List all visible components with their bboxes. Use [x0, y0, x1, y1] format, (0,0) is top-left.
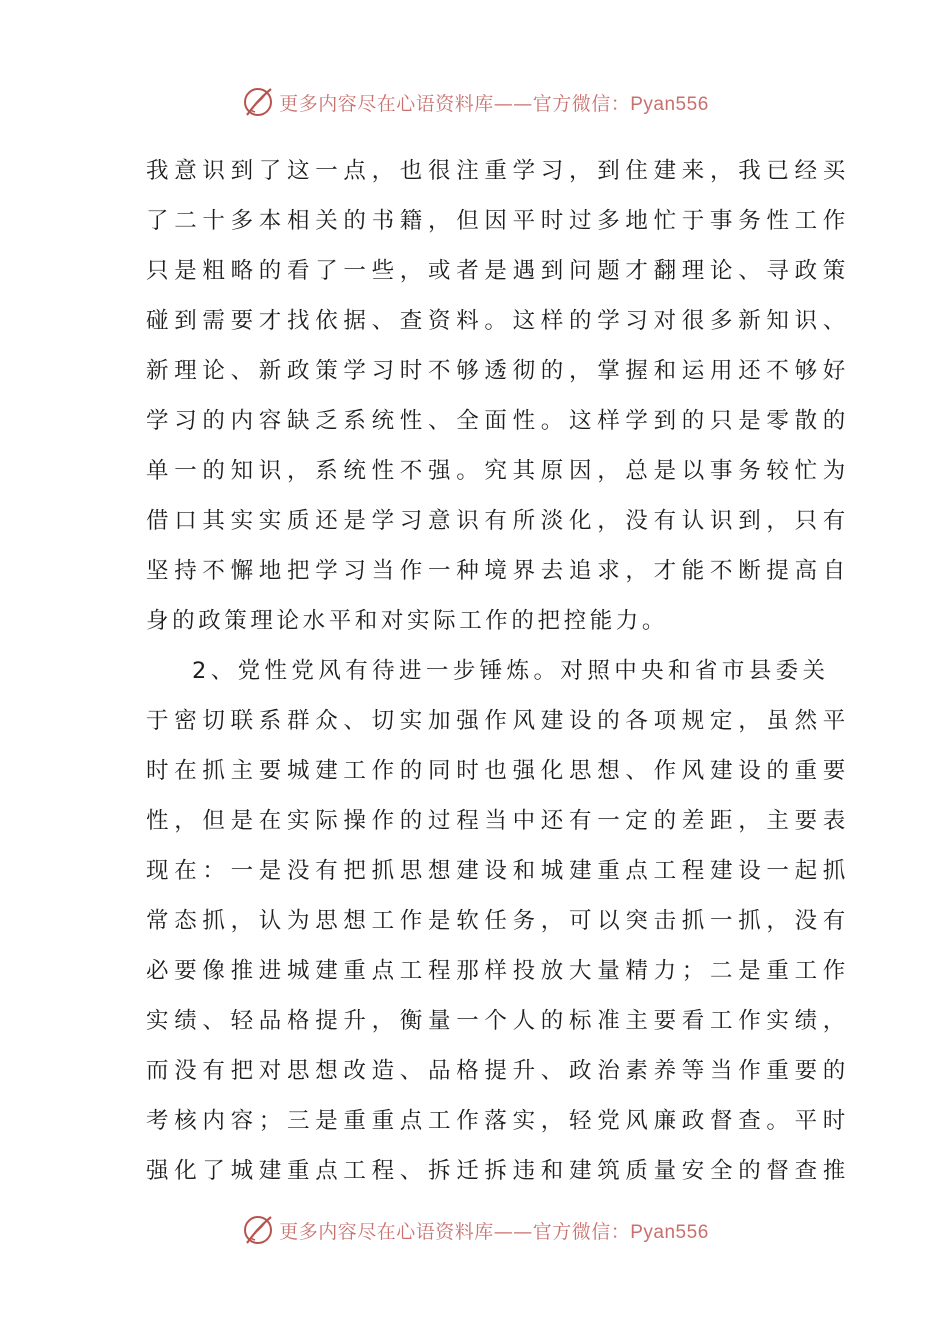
footer-watermark — [0, 1210, 950, 1250]
watermark-wechat-id: Pyan556 — [630, 1221, 709, 1243]
text-line: 性，但是在实际操作的过程当中还有一定的差距，主要表 — [146, 808, 852, 834]
text-line: 新理论、新政策学习时不够透彻的，掌握和运用还不够好 — [146, 358, 852, 384]
text-line: 强化了城建重点工程、拆迁拆违和建筑质量安全的督查推 — [146, 1158, 852, 1184]
watermark-site: 更多内容尽在心语资料库 — [279, 92, 494, 115]
text-line: 坚持不懈地把学习当作一种境界去追求，才能不断提高自 — [146, 558, 852, 584]
text-line: 只是粗略的看了一些，或者是遇到问题才翻理论、寻政策 — [146, 258, 852, 284]
quill-logo-icon — [241, 85, 275, 119]
watermark-site: 更多内容尽在心语资料库 — [279, 1220, 494, 1243]
text-line: 单一的知识，系统性不强。究其原因，总是以事务较忙为 — [146, 458, 852, 484]
watermark-dash: —— — [493, 1220, 533, 1243]
document-body — [146, 146, 852, 1196]
text-line: 现在：一是没有把抓思想建设和城建重点工程建设一起抓 — [146, 858, 852, 884]
watermark-text — [279, 89, 709, 116]
paragraph-start-line: 2、党性党风有待进一步锤炼。对照中央和省市县委关 — [192, 658, 830, 684]
header-watermark — [0, 82, 950, 122]
text-line: 我意识到了这一点，也很注重学习，到住建来，我已经买 — [146, 158, 852, 184]
text-line: 学习的内容缺乏系统性、全面性。这样学到的只是零散的 — [146, 408, 852, 434]
text-line: 碰到需要才找依据、查资料。这样的学习对很多新知识、 — [146, 308, 852, 334]
watermark-text — [279, 1217, 709, 1244]
text-line: 借口其实实质还是学习意识有所淡化，没有认识到，只有 — [146, 508, 852, 534]
text-line: 身的政策理论水平和对实际工作的把控能力。 — [146, 608, 669, 634]
text-line: 时在抓主要城建工作的同时也强化思想、作风建设的重要 — [146, 758, 852, 784]
watermark-wechat-label: 官方微信： — [532, 1220, 631, 1243]
text-line: 必要像推进城建重点工程那样投放大量精力；二是重工作 — [146, 958, 852, 984]
watermark-wechat-id: Pyan556 — [630, 93, 709, 115]
text-line: 考核内容；三是重重点工作落实，轻党风廉政督查。平时 — [146, 1108, 852, 1134]
text-line: 实绩、轻品格提升，衡量一个人的标准主要看工作实绩， — [146, 1008, 852, 1034]
watermark-wechat-label: 官方微信： — [532, 92, 631, 115]
text-line: 常态抓，认为思想工作是软任务，可以突击抓一抓，没有 — [146, 908, 852, 934]
text-line: 于密切联系群众、切实加强作风建设的各项规定，虽然平 — [146, 708, 852, 734]
text-line: 而没有把对思想改造、品格提升、政治素养等当作重要的 — [146, 1058, 852, 1084]
watermark-dash: —— — [493, 92, 533, 115]
quill-logo-icon — [241, 1213, 275, 1247]
text-line: 了二十多本相关的书籍，但因平时过多地忙于事务性工作 — [146, 208, 852, 234]
